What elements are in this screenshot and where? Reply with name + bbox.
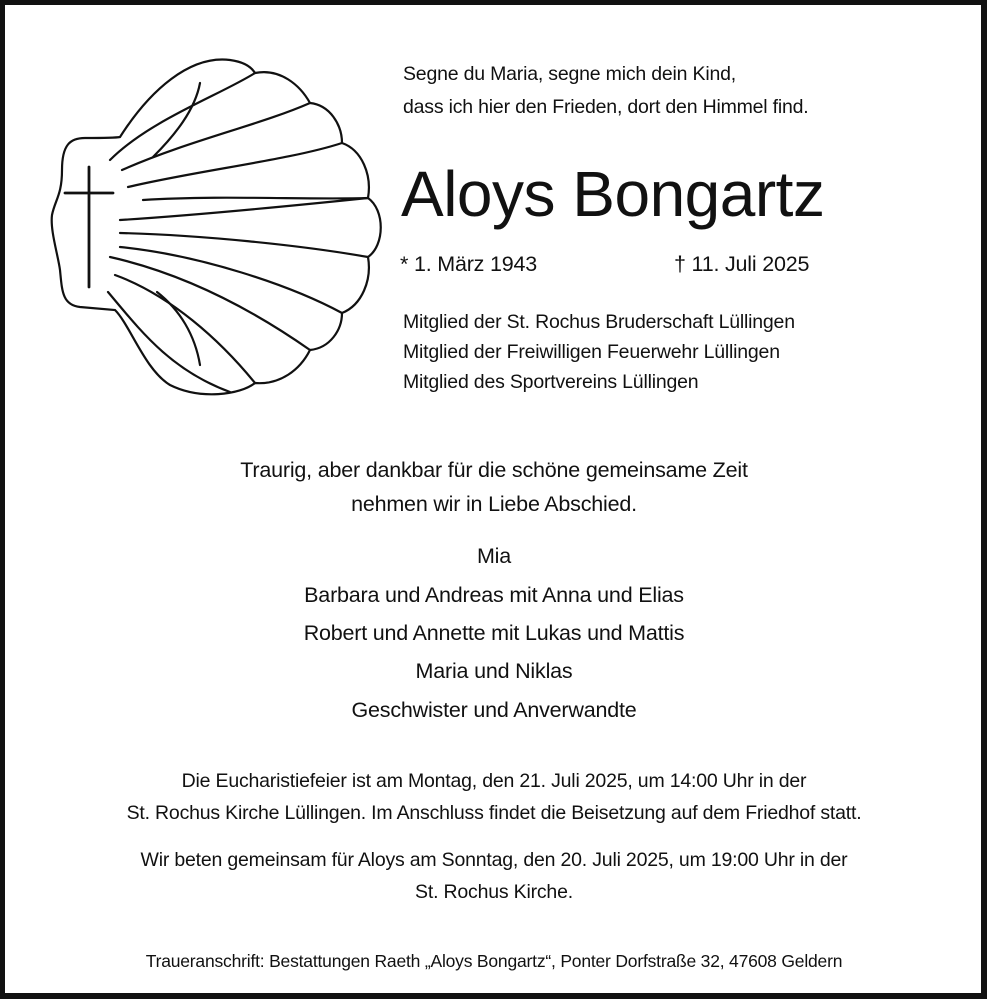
service-line: Die Eucharistiefeier ist am Montag, den 21. Juli 2025, um 14:00 Uhr in der [181,770,807,792]
membership: Mitglied der Freiwilligen Feuerwehr Lüllingen [403,341,780,363]
farewell-line: nehmen wir in Liebe Abschied. [351,492,637,516]
prayer-line: St. Rochus Kirche. [415,881,573,903]
prayer-line: Wir beten gemeinsam für Aloys am Sonntag, den 20. Juli 2025, um 19:00 Uhr in der [140,849,848,871]
scallop-shell-with-cross-icon [0,0,400,420]
birth-date: * 1. März 1943 [400,252,538,276]
verse-line: dass ich hier den Frieden, dort den Himmel find. [403,96,809,118]
death-date: † 11. Juli 2025 [674,252,810,276]
mourner-line: Barbara und Andreas mit Anna und Elias [304,583,684,607]
mourner-line: Geschwister und Anverwandte [351,698,637,722]
farewell-line: Traurig, aber dankbar für die schöne gemeinsame Zeit [240,458,748,482]
service-line: St. Rochus Kirche Lüllingen. Im Anschluss findet die Beisetzung auf dem Friedhof statt. [126,802,862,824]
deceased-name: Aloys Bongartz [401,158,825,230]
membership: Mitglied der St. Rochus Bruderschaft Lüllingen [403,311,795,333]
mourner-line: Maria und Niklas [415,659,573,683]
mourner-line: Mia [476,544,512,568]
mourning-address: Traueranschrift: Bestattungen Raeth „Aloys Bongartz“, Ponter Dorfstraße 32, 47608 Geldern [145,951,843,971]
mourner-line: Robert und Annette mit Lukas und Mattis [303,621,685,645]
verse-line: Segne du Maria, segne mich dein Kind, [403,63,736,85]
membership: Mitglied des Sportvereins Lüllingen [403,371,699,393]
